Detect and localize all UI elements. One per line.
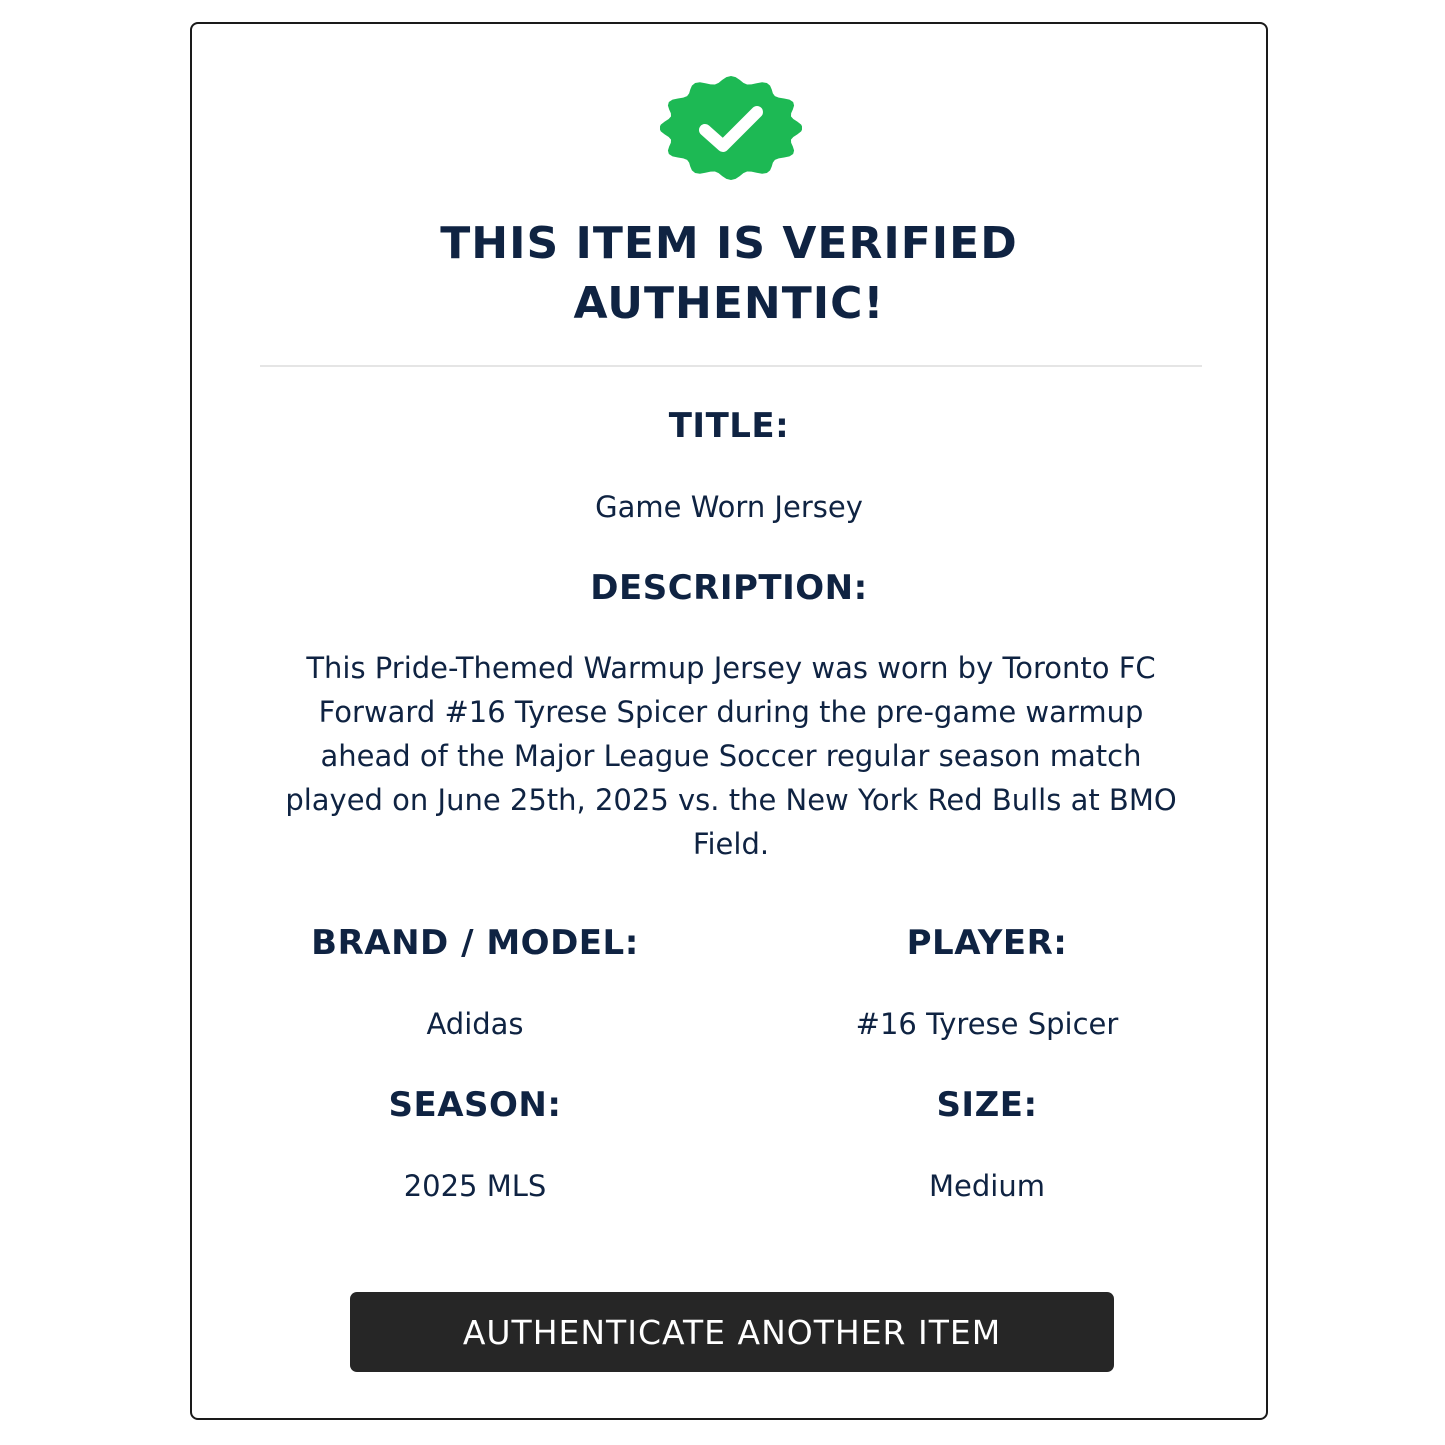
season-value: 2025 MLS bbox=[403, 1169, 547, 1203]
description-value: This Pride-Themed Warmup Jersey was worn by Toronto FC Forward #16 Tyrese Spicer during the pre-game warmup ahead of the Major League Soccer regular season match played on June 25th, 2025 vs. the New York Red Bulls at BMO Field. bbox=[285, 651, 1177, 861]
headline-line-2: AUTHENTIC! bbox=[573, 278, 885, 329]
verified-check-badge-icon bbox=[660, 76, 802, 180]
season-label: SEASON: bbox=[388, 1085, 562, 1125]
title-value: Game Worn Jersey bbox=[595, 490, 863, 524]
verification-card bbox=[190, 22, 1268, 1420]
description-label: DESCRIPTION: bbox=[590, 568, 868, 608]
title-label: TITLE: bbox=[668, 406, 790, 446]
brand-model-label: BRAND / MODEL: bbox=[311, 923, 639, 963]
divider bbox=[260, 365, 1202, 367]
player-label: PLAYER: bbox=[906, 923, 1068, 963]
size-label: SIZE: bbox=[936, 1085, 1038, 1125]
player-value: #16 Tyrese Spicer bbox=[855, 1007, 1119, 1041]
verified-headline bbox=[192, 214, 1266, 334]
headline-line-1: THIS ITEM IS VERIFIED bbox=[440, 218, 1018, 269]
size-value: Medium bbox=[929, 1169, 1045, 1203]
authenticate-another-item-button[interactable]: AUTHENTICATE ANOTHER ITEM bbox=[350, 1292, 1114, 1372]
brand-model-value: Adidas bbox=[426, 1007, 524, 1041]
